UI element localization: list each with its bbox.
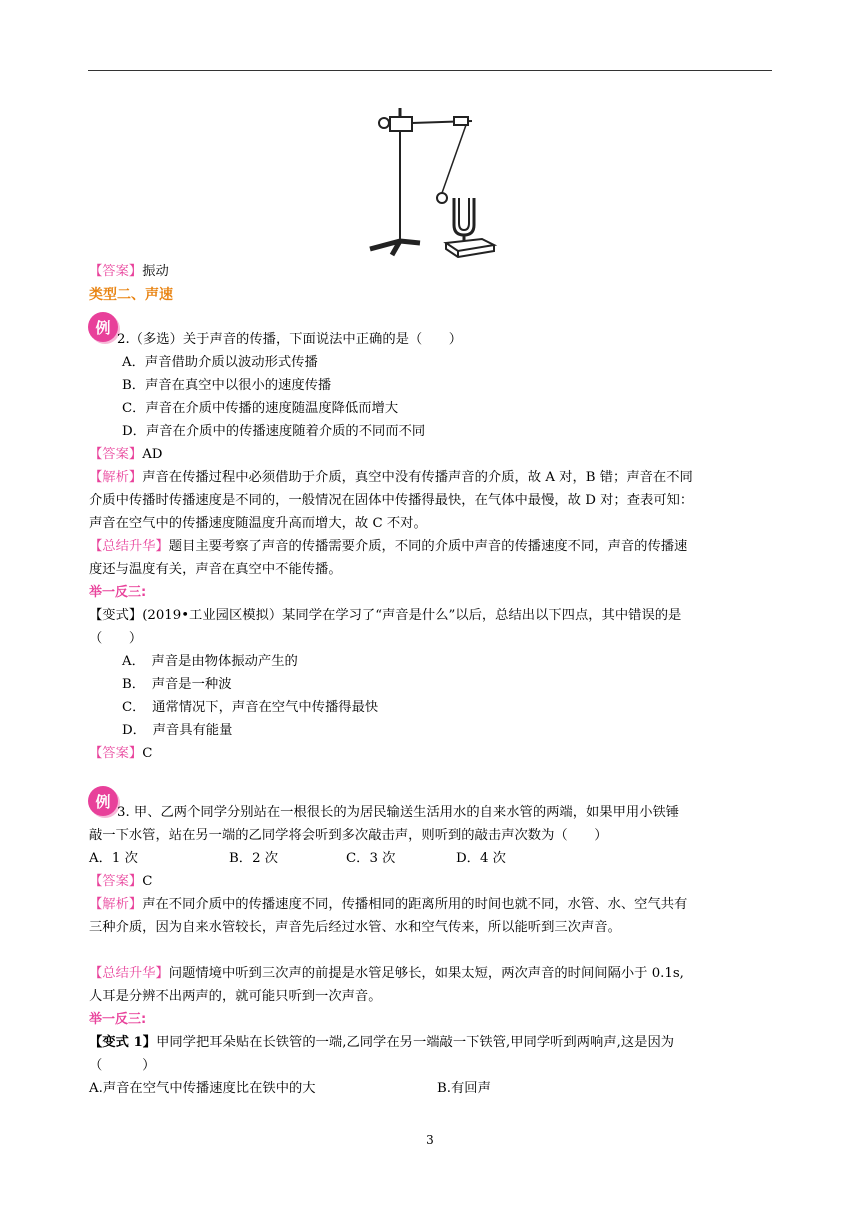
q2-summary-1: 【总结升华】题目主要考察了声音的传播需要介质，不同的介质中声音的传播速度不同，声音的传播速 xyxy=(89,539,688,554)
q2-variant-option-d: D． 声音具有能量 xyxy=(122,723,233,738)
q3-variant-options: A.声音在空气中传播速度比在铁中的大 B.有回声 xyxy=(89,1081,491,1096)
q2-analysis-2: 介质中传播时传播速度是不同的，一般情况在固体中传播得最快，在气体中最慢，故 D 对；查表可知： xyxy=(89,493,694,508)
q2-variant-answer: 【答案】C xyxy=(89,746,153,761)
q3-variant-2: （ ） xyxy=(89,1058,156,1073)
q3-summary-2: 人耳是分辨不出两声的，就可能只听到一次声音。 xyxy=(89,989,382,1004)
q2-stem: 2.（多选）关于声音的传播，下面说法中正确的是（ ） xyxy=(117,332,463,347)
example-badge: 例 xyxy=(88,312,118,342)
q3-stem-2: 敲一下水管，站在另一端的乙同学将会听到多次敲击声，则听到的敲击声次数为（ ） xyxy=(89,828,608,843)
q2-variant-1: 【变式】(2019•工业园区模拟）某同学在学习了“声音是什么”以后，总结出以下四点，其中错误的是 xyxy=(89,608,682,623)
answer-line-1: 【答案】振动 xyxy=(89,264,169,279)
q2-option-d: D．声音在介质中的传播速度随着介质的不同而不同 xyxy=(122,424,426,439)
q2-variant-option-b: B． 声音是一种波 xyxy=(122,677,232,692)
header-rule xyxy=(88,70,772,71)
q2-analysis-1: 【解析】声音在传播过程中必须借助于介质，真空中没有传播声音的介质，故 A 对，B 错；声音在不同 xyxy=(89,470,693,485)
q3-variant-1: 【变式 1】甲同学把耳朵贴在长铁管的一端,乙同学在另一端敲一下铁管,甲同学听到两响声,这是因为 xyxy=(89,1035,675,1050)
section-heading: 类型二、声速 xyxy=(89,287,173,303)
q2-analysis-3: 声音在空气中的传播速度随温度升高而增大，故 C 不对。 xyxy=(89,516,427,531)
q2-option-c: C．声音在介质中传播的速度随温度降低而增大 xyxy=(122,401,399,416)
q2-variant-option-a: A． 声音是由物体振动产生的 xyxy=(122,654,298,669)
q3-summary-1: 【总结升华】问题情境中听到三次声的前提是水管足够长，如果太短，两次声音的时间间隔小于 0.1s, xyxy=(89,966,684,981)
q3-answer: 【答案】C xyxy=(89,874,153,889)
example-badge-2: 例 xyxy=(88,786,118,816)
q2-summary-2: 度还与温度有关，声音在真空中不能传播。 xyxy=(89,562,342,577)
q3-stem-1: 3. 甲、乙两个同学分别站在一根很长的为居民输送生活用水的自来水管的两端，如果甲用小铁锤 xyxy=(117,805,680,820)
q2-jyfs: 举一反三: xyxy=(89,585,147,600)
q2-option-a: A．声音借助介质以波动形式传播 xyxy=(122,355,318,370)
page-number: 3 xyxy=(426,1133,434,1147)
q3-analysis-1: 【解析】声在不同介质中的传播速度不同，传播相同的距离所用的时间也就不同，水管、水、空气共有 xyxy=(89,897,688,912)
q2-answer: 【答案】AD xyxy=(89,447,163,462)
q2-variant-option-c: C． 通常情况下，声音在空气中传播得最快 xyxy=(122,700,379,715)
q3-jyfs: 举一反三: xyxy=(89,1012,147,1027)
q3-options: A．1 次 B．2 次 C．3 次 D．4 次 xyxy=(89,851,506,866)
q3-analysis-2: 三种介质，因为自来水管较长，声音先后经过水管、水和空气传来，所以能听到三次声音。 xyxy=(89,920,621,935)
q2-option-b: B．声音在真空中以很小的速度传播 xyxy=(122,378,332,393)
pendulum-tuning-fork-icon xyxy=(362,103,502,258)
q2-variant-2: （ ） xyxy=(89,631,143,646)
